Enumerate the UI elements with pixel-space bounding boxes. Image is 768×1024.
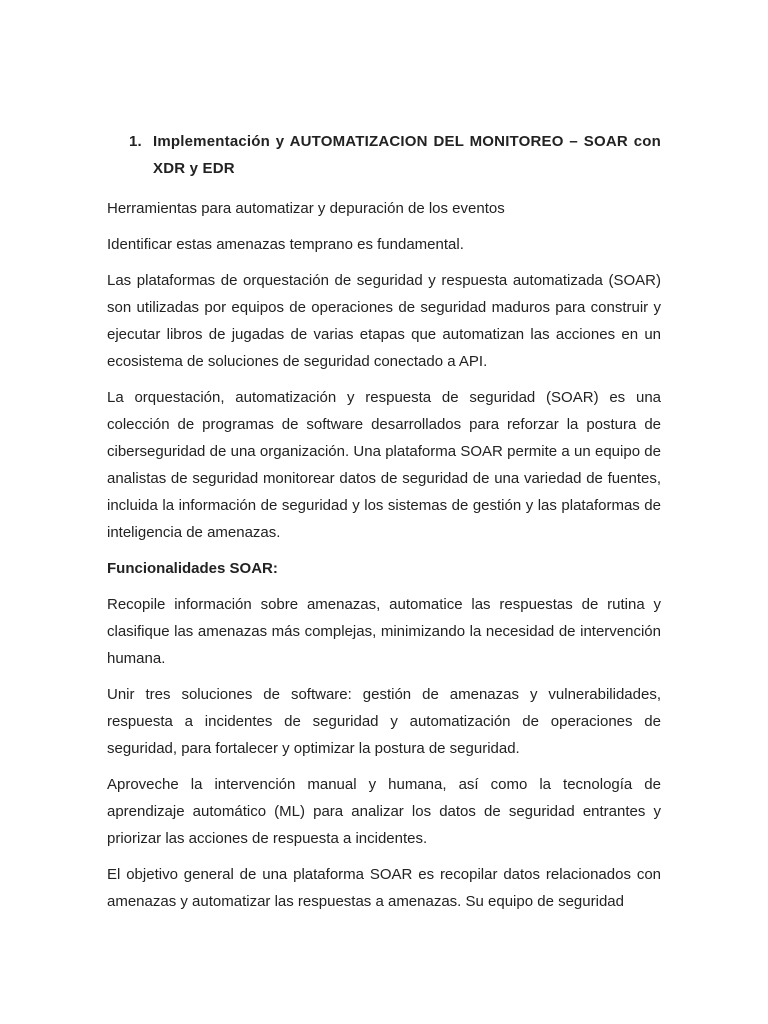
- paragraph-soar-platforms: Las plataformas de orquestación de seguridad y respuesta automatizada (SOAR) son utilizadas por equipos de operaciones de seguridad maduros para construir y ejecutar libros de jugadas de varias etapas que automatizan las acciones en un ecosistema de soluciones de seguridad conectado a API.: [107, 272, 661, 370]
- paragraph-tools: Herramientas para automatizar y depuración de los eventos: [107, 200, 505, 217]
- paragraph-objective: El objetivo general de una plataforma SOAR es recopilar datos relacionados con amenazas y automatizar las respuestas a amenazas. Su equipo de seguridad: [107, 866, 661, 910]
- subheading-functionalities: Funcionalidades SOAR:: [107, 560, 278, 577]
- paragraph-identify: Identificar estas amenazas temprano es fundamental.: [107, 236, 464, 253]
- section-heading: [129, 128, 661, 182]
- heading-number: 1.: [129, 133, 142, 150]
- heading-text: Implementación y AUTOMATIZACION DEL MONITOREO – SOAR con XDR y EDR: [153, 133, 661, 177]
- paragraph-ml: Aproveche la intervención manual y humana, así como la tecnología de aprendizaje automático (ML) para analizar los datos de seguridad entrantes y priorizar las acciones de respuesta a incidentes.: [107, 776, 661, 847]
- paragraph-collect-info: Recopile información sobre amenazas, automatice las respuestas de rutina y clasifique las amenazas más complejas, minimizando la necesidad de intervención humana.: [107, 596, 661, 667]
- paragraph-soar-definition: La orquestación, automatización y respuesta de seguridad (SOAR) es una colección de programas de software desarrollados para reforzar la postura de ciberseguridad de una organización. Una plataforma SOAR permite a un equipo de analistas de seguridad monitorear datos de seguridad de una variedad de fuentes, incluida la información de seguridad y los sistemas de gestión y las plataformas de inteligencia de amenazas.: [107, 389, 661, 541]
- paragraph-unify-solutions: Unir tres soluciones de software: gestión de amenazas y vulnerabilidades, respuesta a incidentes de seguridad y automatización de operaciones de seguridad, para fortalecer y optimizar la postura de seguridad.: [107, 686, 661, 757]
